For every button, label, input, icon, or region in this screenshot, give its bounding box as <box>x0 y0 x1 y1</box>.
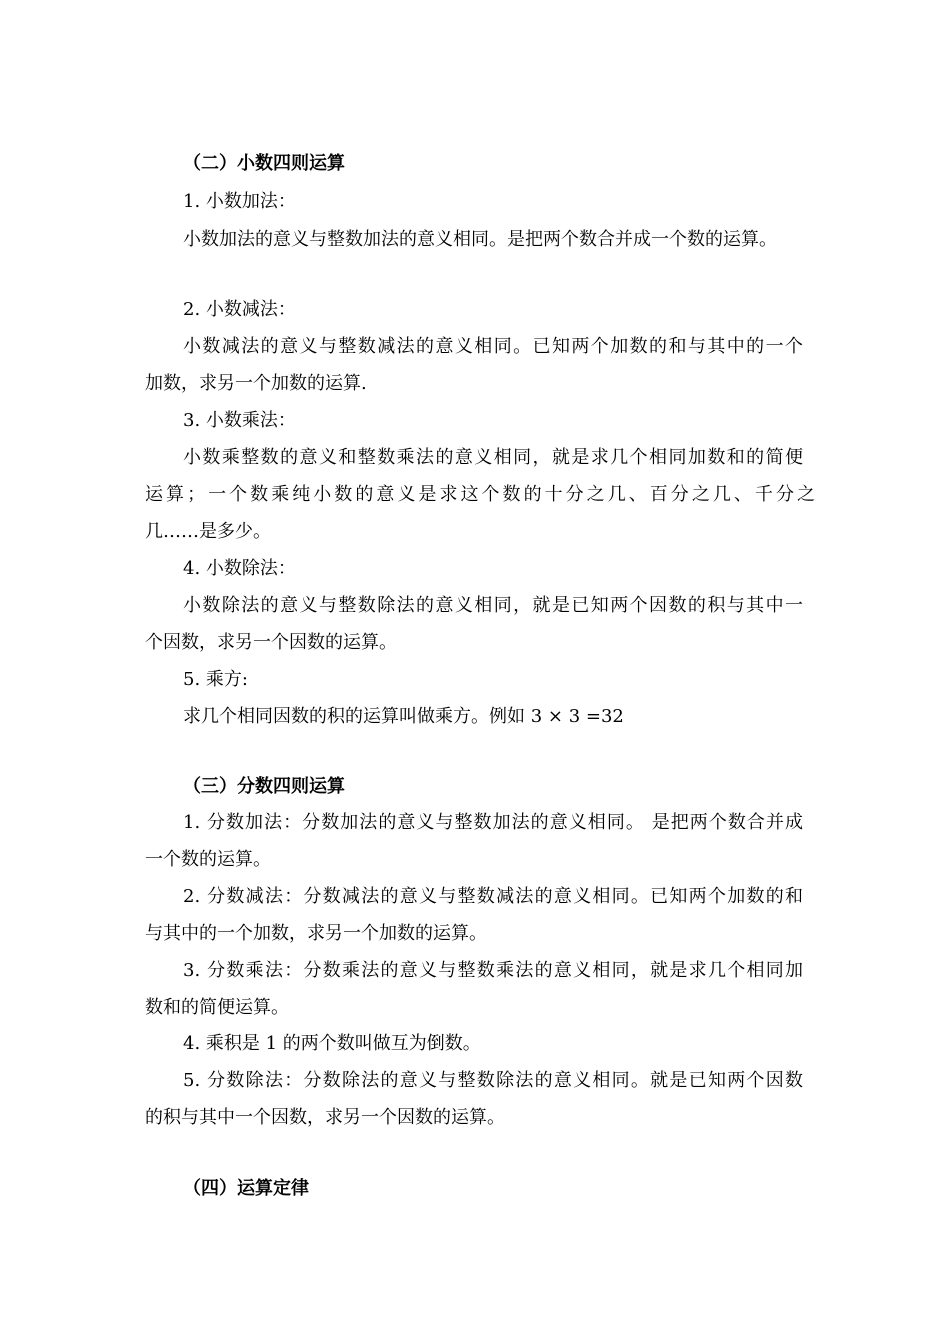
item-text: 3. 分数乘法：分数乘法的意义与整数乘法的意义相同，就是求几个相同加 <box>183 960 803 981</box>
item-text: 小数加法的意义与整数加法的意义相同。是把两个数合并成一个数的运算。 <box>183 229 777 250</box>
item-text: 几……是多少。 <box>145 521 271 542</box>
section-heading-operation-laws: （四）运算定律 <box>183 1178 309 1199</box>
item-text: 数和的简便运算。 <box>145 997 289 1018</box>
section-heading-fraction-operations: （三）分数四则运算 <box>183 776 345 797</box>
item-title-decimal-multiplication: 3. 小数乘法： <box>183 410 296 431</box>
item-text: 1. 分数加法：分数加法的意义与整数加法的意义相同。 是把两个数合并成 <box>183 812 803 833</box>
item-text: 小数减法的意义与整数减法的意义相同。已知两个加数的和与其中的一个 <box>183 336 803 357</box>
item-title-decimal-addition: 1. 小数加法： <box>183 191 296 212</box>
item-text: 一个数的运算。 <box>145 849 271 870</box>
item-text: 运算；一个数乘纯小数的意义是求这个数的十分之几、百分之几、千分之 <box>145 484 815 505</box>
item-text: 个因数，求另一个因数的运算。 <box>145 632 397 653</box>
item-text: 求几个相同因数的积的运算叫做乘方。例如 3 × 3 =32 <box>183 706 624 727</box>
section-heading-decimal-operations: （二）小数四则运算 <box>183 153 345 174</box>
item-title-decimal-division: 4. 小数除法： <box>183 558 296 579</box>
item-text: 5. 分数除法：分数除法的意义与整数除法的意义相同。就是已知两个因数 <box>183 1070 803 1091</box>
item-text: 的积与其中一个因数，求另一个因数的运算。 <box>145 1107 505 1128</box>
item-title-power: 5. 乘方: <box>183 669 248 690</box>
item-text: 4. 乘积是 1 的两个数叫做互为倒数。 <box>183 1033 481 1054</box>
item-text: 小数除法的意义与整数除法的意义相同，就是已知两个因数的积与其中一 <box>183 595 803 616</box>
item-text: 与其中的一个加数，求另一个加数的运算。 <box>145 923 487 944</box>
item-text: 小数乘整数的意义和整数乘法的意义相同，就是求几个相同加数和的简便 <box>183 447 803 468</box>
item-title-decimal-subtraction: 2. 小数减法： <box>183 299 296 320</box>
item-text: 加数，求另一个加数的运算. <box>145 373 367 394</box>
item-text: 2. 分数减法：分数减法的意义与整数减法的意义相同。已知两个加数的和 <box>183 886 803 907</box>
